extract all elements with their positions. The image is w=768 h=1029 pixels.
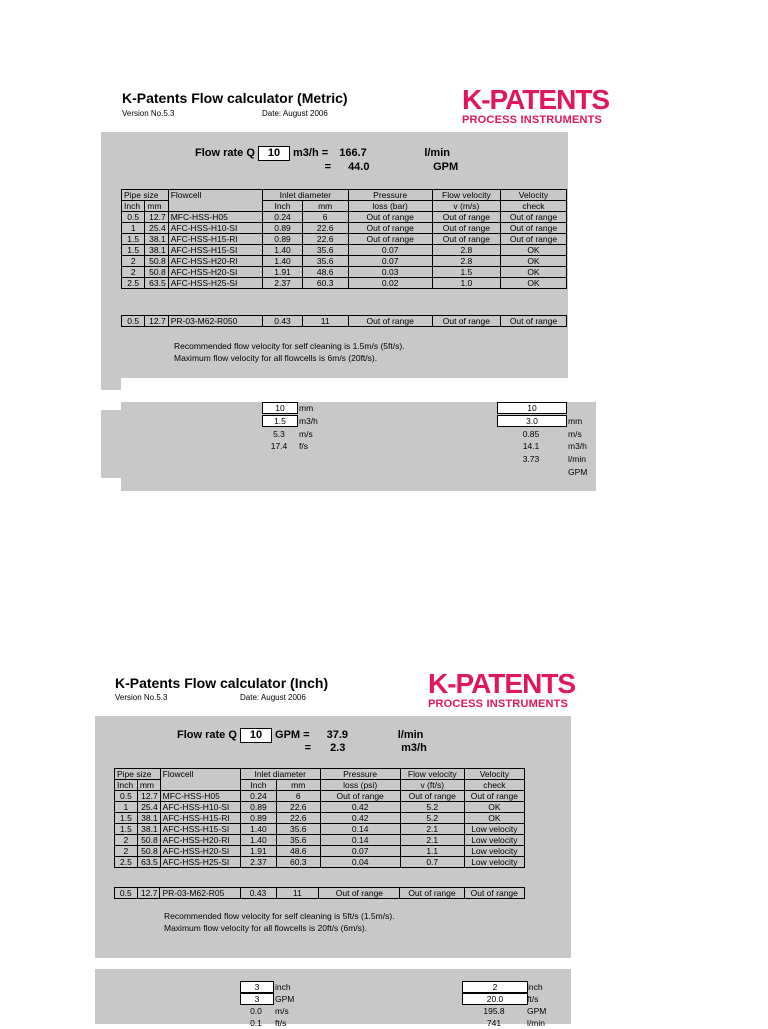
table-cell: AFC-HSS-H15-RI: [168, 234, 262, 245]
table-cell: 50.8: [145, 267, 168, 278]
calc-value: 0.1: [250, 1018, 262, 1028]
table-cell: 1.5: [122, 245, 145, 256]
table-cell: AFC-HSS-H15-SI: [168, 245, 262, 256]
table-cell: 2.37: [240, 857, 276, 868]
table-row: [122, 267, 567, 278]
metric-flow-v1: 166.7: [339, 147, 367, 159]
table-cell: 50.8: [137, 846, 160, 857]
logo-sub-2: PROCESS INSTRUMENTS: [428, 698, 569, 710]
table-cell: 0.14: [320, 835, 400, 846]
calc-unit: ft/s: [275, 1018, 287, 1028]
metric-notch-2: [101, 478, 121, 491]
table-cell: Out of range: [464, 888, 524, 899]
header-flowcell: Flowcell: [168, 190, 262, 212]
table-cell: Out of range: [348, 223, 432, 234]
metric-version: Version No.5.3: [122, 109, 175, 118]
table-cell: 0.07: [348, 245, 432, 256]
table-cell: 2.8: [432, 256, 500, 267]
calc-unit: GPM: [568, 467, 588, 477]
table-cell: 60.3: [302, 278, 348, 289]
calc-input[interactable]: 3.0: [497, 415, 567, 427]
calc-input[interactable]: 3: [240, 993, 274, 1005]
calc-value: 0.85: [522, 428, 540, 439]
table-cell: Out of range: [500, 212, 566, 223]
table-cell: OK: [464, 802, 524, 813]
inch-flow-line: [177, 728, 423, 743]
header-pressure: Pressure: [348, 190, 432, 201]
header-flow-velocity: Flow velocity: [400, 769, 464, 780]
table-cell: 35.6: [302, 245, 348, 256]
table-row: [122, 316, 567, 327]
header-mm: mm: [137, 780, 160, 791]
calc-unit: m3/h: [568, 441, 587, 452]
table-cell: 6: [302, 212, 348, 223]
table-cell: 0.5: [115, 888, 138, 899]
metric-flow-u2: GPM: [433, 161, 459, 173]
table-cell: 38.1: [137, 824, 160, 835]
header-inlet-diameter: Inlet diameter: [240, 769, 320, 780]
header-mm-2: mm: [302, 201, 348, 212]
table-cell: 0.5: [115, 791, 138, 802]
table-cell: Low velocity: [464, 835, 524, 846]
calc-unit: m3/h: [299, 415, 318, 426]
table-cell: Out of range: [432, 212, 500, 223]
table-cell: AFC-HSS-H15-SI: [160, 824, 240, 835]
metric-gap: [121, 378, 568, 390]
table-cell: 0.02: [348, 278, 432, 289]
header-pressure-unit: loss (psi): [320, 780, 400, 791]
table-cell: 25.4: [137, 802, 160, 813]
table-cell: AFC-HSS-H20-SI: [160, 846, 240, 857]
table-row: [115, 835, 525, 846]
header-flowcell: Flowcell: [160, 769, 240, 791]
table-header-row: [122, 190, 567, 201]
inch-extra-table: [114, 887, 525, 899]
table-cell: 0.42: [320, 813, 400, 824]
table-cell: 2.1: [400, 835, 464, 846]
table-cell: Out of range: [348, 316, 432, 327]
table-cell: AFC-HSS-H25-SI: [160, 857, 240, 868]
table-cell: Out of range: [432, 223, 500, 234]
header-velocity-check: Velocity: [464, 769, 524, 780]
header-inch-2: Inch: [240, 780, 276, 791]
calc-input[interactable]: 1.5: [262, 415, 298, 427]
calc-unit: GPM: [527, 1006, 547, 1016]
table-cell: AFC-HSS-H25-SI: [168, 278, 262, 289]
logo-name-2: K-PATENTS: [428, 668, 576, 699]
inch-flow-label: Flow rate Q: [177, 729, 237, 741]
table-cell: 35.6: [302, 256, 348, 267]
table-cell: 5.2: [400, 813, 464, 824]
table-cell: 11: [276, 888, 319, 899]
table-cell: 0.42: [320, 802, 400, 813]
table-row: [115, 813, 525, 824]
table-cell: 5.2: [400, 802, 464, 813]
header-velocity-check: Velocity: [500, 190, 566, 201]
table-cell: 2: [115, 846, 138, 857]
table-cell: 11: [302, 316, 348, 327]
inch-flow-v2: 2.3: [330, 742, 346, 754]
table-cell: 48.6: [276, 846, 320, 857]
table-cell: 1.5: [115, 813, 138, 824]
inch-date: Date: August 2006: [240, 693, 306, 702]
inch-version: Version No.5.3: [115, 693, 168, 702]
table-cell: 1.5: [115, 824, 138, 835]
table-cell: 0.24: [263, 212, 303, 223]
header-inch-2: Inch: [263, 201, 303, 212]
calc-input[interactable]: 10: [262, 402, 298, 414]
calc-unit: l/min: [568, 454, 586, 465]
header-mm-2: mm: [276, 780, 320, 791]
table-cell: 2.8: [432, 245, 500, 256]
table-cell: 50.8: [145, 256, 168, 267]
header-mm: mm: [145, 201, 168, 212]
calc-value: 0.0: [250, 1006, 262, 1016]
table-cell: 0.14: [320, 824, 400, 835]
table-cell: 0.5: [122, 212, 145, 223]
table-cell: 0.89: [240, 802, 276, 813]
calc-value: 5.3: [273, 428, 285, 439]
table-cell: 38.1: [145, 245, 168, 256]
table-cell: 1: [122, 223, 145, 234]
table-cell: 6: [276, 791, 320, 802]
table-cell: 35.6: [276, 835, 320, 846]
table-cell: 12.7: [137, 791, 160, 802]
table-row: [115, 824, 525, 835]
table-cell: OK: [500, 278, 566, 289]
table-cell: 0.24: [240, 791, 276, 802]
inch-note-2: Maximum flow velocity for all flowcells is 20ft/s (6m/s).: [164, 923, 368, 933]
table-cell: Out of range: [320, 791, 400, 802]
metric-notch-1: [101, 402, 121, 410]
table-row: [115, 846, 525, 857]
calc-unit: m/s: [568, 428, 582, 439]
metric-flow-line: [195, 146, 450, 161]
calc-unit: l/min: [527, 1018, 545, 1028]
table-cell: Out of range: [348, 234, 432, 245]
table-cell: 2.5: [122, 278, 145, 289]
table-cell: 1.40: [263, 245, 303, 256]
table-cell: 0.43: [263, 316, 303, 327]
table-row: [115, 791, 525, 802]
calc-value: 741: [486, 1018, 502, 1028]
metric-flow-line2: [195, 161, 458, 173]
calc-unit: m/s: [299, 428, 313, 439]
calc-unit: inch: [275, 982, 291, 992]
calc-value: 14.1: [522, 441, 540, 452]
inch-flow-input[interactable]: 10: [240, 728, 272, 743]
table-cell: 22.6: [302, 223, 348, 234]
table-cell: 1.91: [263, 267, 303, 278]
table-cell: 2.5: [115, 857, 138, 868]
inch-notes: [164, 910, 395, 934]
table-cell: 0.03: [348, 267, 432, 278]
calc-unit: m/s: [275, 1006, 289, 1016]
calc-value: 17.4: [270, 441, 288, 452]
metric-flow-u1: l/min: [424, 147, 450, 159]
calc-input[interactable]: 10: [497, 402, 567, 414]
table-cell: Out of range: [400, 888, 464, 899]
table-header-row: [115, 769, 525, 780]
inch-flow-unit: GPM =: [275, 729, 310, 741]
header-inch: Inch: [115, 780, 138, 791]
metric-flow-eq: =: [324, 161, 331, 173]
table-cell: 12.7: [145, 316, 168, 327]
metric-flowcell-table: [121, 189, 567, 289]
table-cell: AFC-HSS-H20-RI: [160, 835, 240, 846]
calc-unit: inch: [527, 982, 543, 992]
header-flow-velocity-unit: v (m/s): [432, 201, 500, 212]
table-cell: OK: [500, 256, 566, 267]
table-cell: 63.5: [137, 857, 160, 868]
calc-input[interactable]: 2: [462, 981, 528, 993]
table-cell: 50.8: [137, 835, 160, 846]
logo-name: K-PATENTS: [462, 84, 610, 115]
table-row: [122, 278, 567, 289]
table-cell: OK: [500, 267, 566, 278]
table-cell: Out of range: [319, 888, 400, 899]
metric-flow-input[interactable]: 10: [258, 146, 290, 161]
kpatents-logo: [462, 86, 609, 126]
table-cell: MFC-HSS-H05: [160, 791, 240, 802]
header-pressure-unit: loss (bar): [348, 201, 432, 212]
table-cell: MFC-HSS-H05: [168, 212, 262, 223]
table-cell: Low velocity: [464, 857, 524, 868]
table-row: [115, 802, 525, 813]
inch-note-1: Recommended flow velocity for self cleaning is 5ft/s (1.5m/s).: [164, 911, 395, 921]
metric-notes: [174, 340, 405, 364]
table-cell: AFC-HSS-H20-SI: [168, 267, 262, 278]
table-cell: 38.1: [137, 813, 160, 824]
table-cell: AFC-HSS-H20-RI: [168, 256, 262, 267]
table-cell: 2.1: [400, 824, 464, 835]
table-cell: 0.5: [122, 316, 145, 327]
metric-date: Date: August 2006: [262, 109, 328, 118]
table-cell: 1.40: [240, 835, 276, 846]
table-cell: 22.6: [276, 802, 320, 813]
inch-flow-u2: m3/h: [401, 742, 427, 754]
table-cell: Out of range: [500, 316, 566, 327]
metric-flow-v2: 44.0: [348, 161, 370, 173]
table-cell: 2: [122, 256, 145, 267]
table-cell: Out of range: [348, 212, 432, 223]
table-cell: 2.37: [263, 278, 303, 289]
header-flow-velocity-unit: v (ft/s): [400, 780, 464, 791]
table-cell: PR-03-M62-R05: [160, 888, 240, 899]
table-cell: Out of range: [432, 316, 500, 327]
table-row: [115, 857, 525, 868]
table-cell: AFC-HSS-H15-RI: [160, 813, 240, 824]
table-cell: 0.89: [263, 234, 303, 245]
metric-flow-unit: m3/h =: [293, 147, 329, 159]
table-cell: 60.3: [276, 857, 320, 868]
table-cell: PR-03-M62-R050: [168, 316, 262, 327]
metric-title: K-Patents Flow calculator (Metric): [122, 90, 348, 106]
table-cell: AFC-HSS-H10-SI: [160, 802, 240, 813]
table-cell: 1.40: [240, 824, 276, 835]
metric-note-2: Maximum flow velocity for all flowcells is 6m/s (20ft/s).: [174, 353, 378, 363]
table-cell: 63.5: [145, 278, 168, 289]
table-cell: 22.6: [276, 813, 320, 824]
calc-input[interactable]: 20.0: [462, 993, 528, 1005]
calc-input[interactable]: 3: [240, 981, 274, 993]
inch-flow-u1: l/min: [397, 729, 424, 741]
inch-flow-v1: 37.9: [326, 729, 349, 741]
logo-sub: PROCESS INSTRUMENTS: [462, 114, 603, 126]
table-row: [122, 234, 567, 245]
metric-note-1: Recommended flow velocity for self cleaning is 1.5m/s (5ft/s).: [174, 341, 405, 351]
table-cell: 35.6: [276, 824, 320, 835]
table-row: [122, 223, 567, 234]
metric-flow-label: Flow rate Q: [195, 147, 255, 159]
table-cell: 0.07: [348, 256, 432, 267]
calc-unit: mm: [568, 415, 583, 426]
table-cell: 22.6: [302, 234, 348, 245]
table-cell: 1.5: [432, 267, 500, 278]
table-cell: Out of range: [432, 234, 500, 245]
kpatents-logo-2: [428, 670, 575, 710]
table-cell: 0.43: [240, 888, 276, 899]
table-cell: 1.0: [432, 278, 500, 289]
metric-extra-table: [121, 315, 567, 327]
table-cell: 12.7: [137, 888, 160, 899]
table-cell: Out of range: [500, 223, 566, 234]
table-cell: 2: [122, 267, 145, 278]
table-cell: OK: [500, 245, 566, 256]
table-cell: Out of range: [500, 234, 566, 245]
calc-value: 3.73: [522, 454, 540, 465]
calc-value: 195.8: [483, 1006, 505, 1016]
table-cell: 1.40: [263, 256, 303, 267]
table-cell: 1.5: [122, 234, 145, 245]
inch-title: K-Patents Flow calculator (Inch): [115, 675, 329, 691]
calc-unit: ft/s: [527, 994, 539, 1004]
table-cell: AFC-HSS-H10-SI: [168, 223, 262, 234]
table-cell: 0.7: [400, 857, 464, 868]
table-cell: 1: [115, 802, 138, 813]
table-cell: 0.04: [320, 857, 400, 868]
table-row: [115, 888, 525, 899]
table-cell: 38.1: [145, 234, 168, 245]
header-pipe-size: Pipe size: [115, 769, 161, 780]
table-cell: 25.4: [145, 223, 168, 234]
table-cell: 1.1: [400, 846, 464, 857]
table-row: [122, 256, 567, 267]
table-cell: Low velocity: [464, 846, 524, 857]
table-row: [122, 212, 567, 223]
header-velocity-check-2: check: [500, 201, 566, 212]
inch-flowcell-table: [114, 768, 525, 868]
inch-flow-line2: [177, 742, 427, 754]
table-cell: Low velocity: [464, 824, 524, 835]
calc-unit: f/s: [299, 441, 308, 452]
calc-unit: mm: [299, 403, 314, 413]
table-cell: 12.7: [145, 212, 168, 223]
header-inch: Inch: [122, 201, 145, 212]
table-cell: 48.6: [302, 267, 348, 278]
table-cell: 1.91: [240, 846, 276, 857]
header-inlet-diameter: Inlet diameter: [263, 190, 348, 201]
header-pipe-size: Pipe size: [122, 190, 169, 201]
table-cell: 2: [115, 835, 138, 846]
table-cell: 0.89: [263, 223, 303, 234]
table-row: [122, 245, 567, 256]
table-cell: OK: [464, 813, 524, 824]
calc-unit: GPM: [275, 994, 295, 1004]
header-flow-velocity: Flow velocity: [432, 190, 500, 201]
header-pressure: Pressure: [320, 769, 400, 780]
table-cell: Out of range: [464, 791, 524, 802]
header-velocity-check-2: check: [464, 780, 524, 791]
table-cell: 0.89: [240, 813, 276, 824]
table-cell: Out of range: [400, 791, 464, 802]
table-cell: 0.07: [320, 846, 400, 857]
inch-flow-eq: =: [304, 742, 311, 754]
